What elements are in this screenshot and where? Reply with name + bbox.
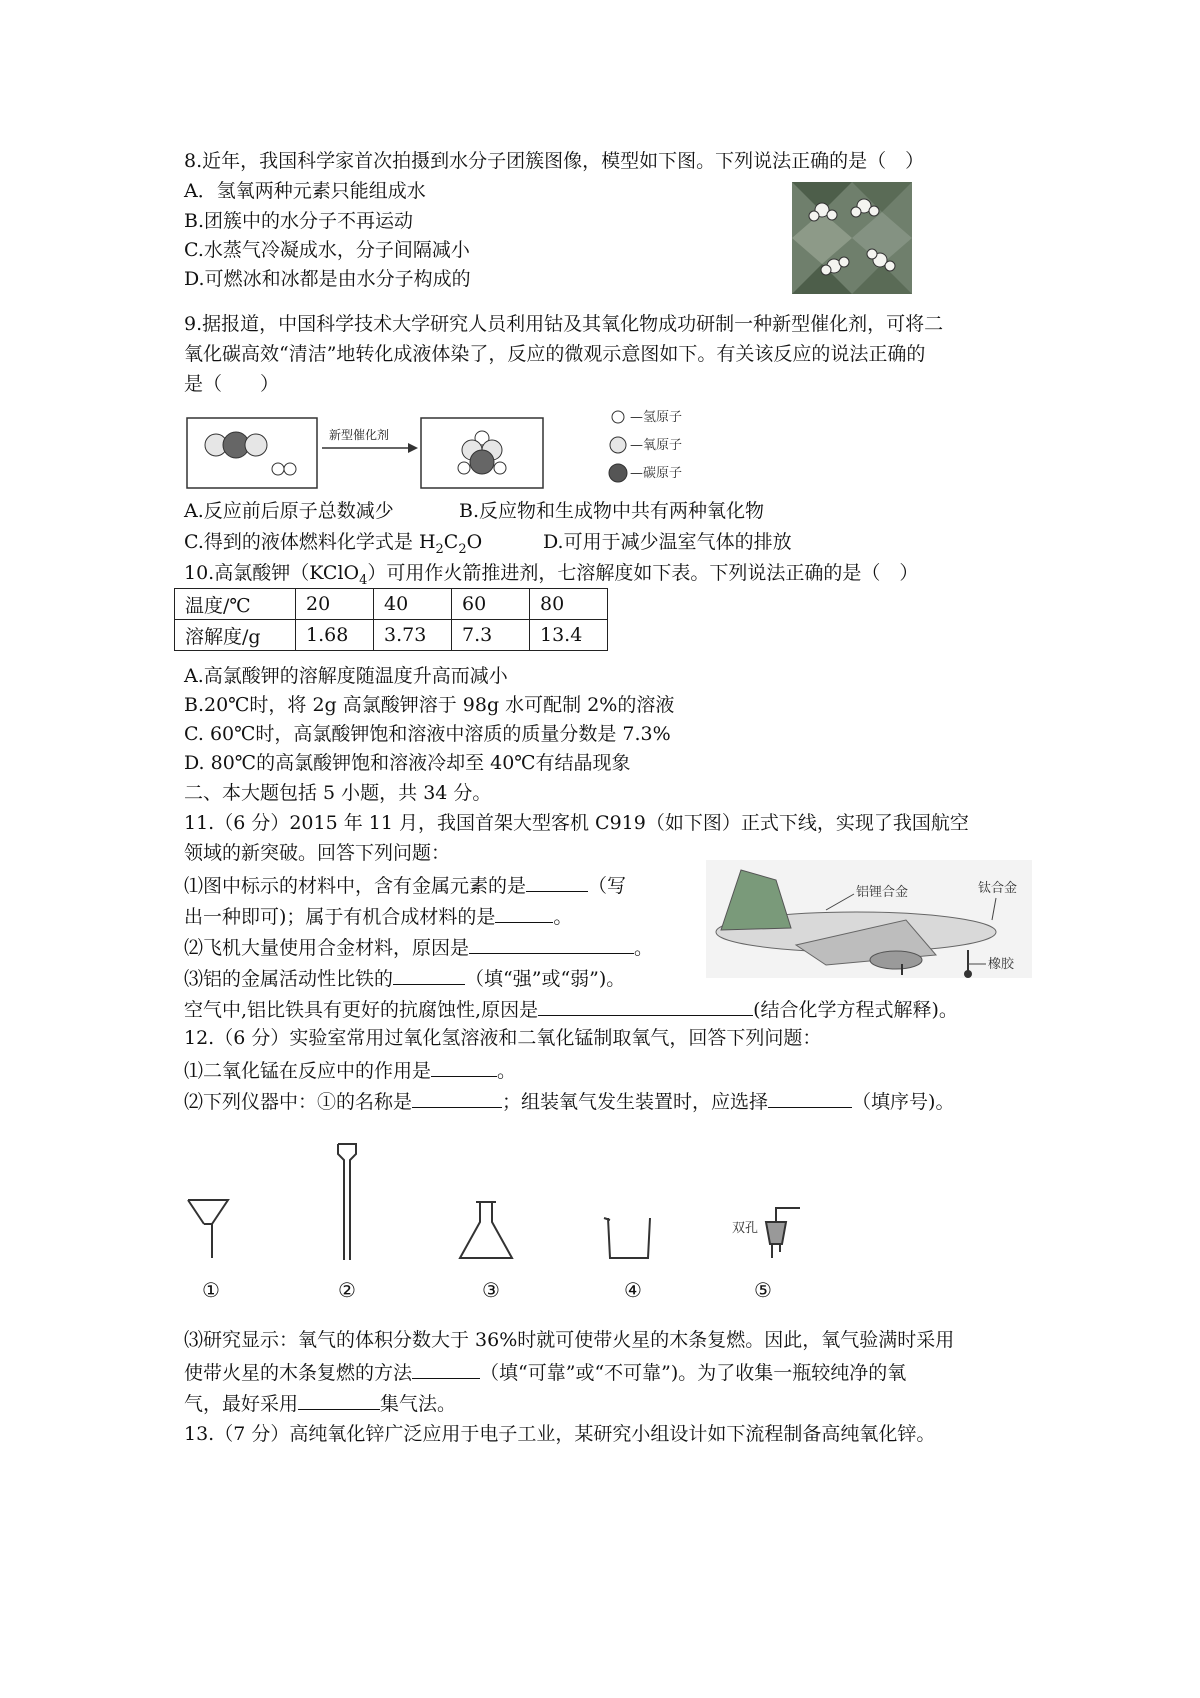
q9-stem-line3: 是（ ）: [184, 373, 280, 395]
q9-option-a: A.反应前后原子总数减少: [184, 500, 394, 522]
oxygen-atom-icon: [610, 437, 626, 453]
answer-blank: [431, 1056, 497, 1077]
carbon-atom-icon: [609, 464, 627, 482]
instrument-number-4: ④: [624, 1278, 642, 1302]
q12-line2: ⑴二氧化锰在反应中的作用是 。: [184, 1056, 516, 1084]
answer-blank: [538, 995, 753, 1016]
instrument-number-5: ⑤: [754, 1278, 772, 1302]
q9-stem-line2: 氧化碳高效“清洁”地转化成液体染了，反应的微观示意图如下。有关该反应的说法正确的: [184, 343, 926, 365]
funnel-icon: [188, 1200, 228, 1258]
conical-flask-icon: [460, 1202, 512, 1258]
lab-instruments-figure: [180, 1140, 820, 1270]
product-molecule: [458, 431, 506, 474]
engine: [870, 951, 922, 969]
q12-line1: 12.（6 分）实验室常用过氧化氢溶液和二氧化锰制取氧气，回答下列问题：: [184, 1027, 822, 1049]
q11-line4: 出一种即可)；属于有机合成材料的是 。: [184, 902, 572, 930]
q8-option-c: C.水蒸气冷凝成水，分子间隔减小: [184, 239, 470, 261]
h2-molecule: [272, 463, 296, 475]
atom-legend: [606, 404, 716, 484]
q8-stem: 8.近年，我国科学家首次拍摄到水分子团簇图像，模型如下图。下列说法正确的是（ ）: [184, 150, 925, 172]
answer-blank: [298, 1389, 380, 1410]
table-cell: 温度/℃: [175, 589, 296, 620]
q8-option-a: A．氢氧两种元素只能组成水: [184, 180, 426, 202]
solubility-table: [174, 588, 608, 651]
reaction-micro-diagram: [186, 412, 546, 492]
q12-line4: ⑶研究显示：氧气的体积分数大于 36%时就可使带火星的木条复燃。因此，氧气验满时采用: [184, 1329, 955, 1351]
table-cell: 3.73: [374, 620, 452, 651]
table-cell: 7.3: [452, 620, 530, 651]
q9-option-d: D.可用于减少温室气体的排放: [543, 531, 792, 553]
table-row: [175, 589, 608, 620]
q11-line5: ⑵飞机大量使用合金材料，原因是 。: [184, 933, 653, 961]
q10-stem: 10.高氯酸钾（KClO$_4$）可用作火箭推进剂，七溶解度如下表。下列说法正确的是（ ）: [184, 562, 919, 588]
instrument-number-1: ①: [202, 1278, 220, 1302]
table-cell: 溶解度/g: [175, 620, 296, 651]
answer-blank: [768, 1087, 852, 1108]
table-row: [175, 620, 608, 651]
q9-stem-line1: 9.据报道，中国科学技术大学研究人员利用钴及其氧化物成功研制一种新型催化剂，可将二: [184, 313, 944, 335]
legend-hydrogen: —氢原子: [630, 410, 683, 425]
q10-option-d: D. 80℃的高氯酸钾饱和溶液冷却至 40℃有结晶现象: [184, 752, 631, 774]
answer-blank: [393, 964, 465, 985]
two-hole-stopper-icon: [766, 1208, 800, 1258]
q11-line3: ⑴图中标示的材料中，含有金属元素的是 （写: [184, 871, 626, 899]
water-cluster-model-image: [792, 182, 912, 294]
table-cell: 60: [452, 589, 530, 620]
hydrogen-atom-icon: [612, 411, 624, 423]
label-titanium-alloy: 钛合金: [978, 881, 1018, 896]
q11-line1: 11.（6 分）2015 年 11 月，我国首架大型客机 C919（如下图）正式下线，实现了我国航空: [184, 812, 969, 834]
q11-line7: 空气中,铝比铁具有更好的抗腐蚀性,原因是 (结合化学方程式解释)。: [184, 995, 958, 1023]
beaker-icon: [604, 1218, 650, 1258]
q13-line1: 13.（7 分）高纯氧化锌广泛应用于电子工业，某研究小组设计如下流程制备高纯氧化锌。: [184, 1423, 936, 1445]
stopper-label: 双孔: [732, 1221, 759, 1236]
q10-option-b: B.20℃时，将 2g 高氯酸钾溶于 98g 水可配制 2%的溶液: [184, 694, 675, 716]
table-cell: 80: [530, 589, 608, 620]
q10-option-c: C. 60℃时，高氯酸钾饱和溶液中溶质的质量分数是 7.3%: [184, 723, 671, 745]
label-rubber: 橡胶: [988, 957, 1015, 972]
table-cell: 13.4: [530, 620, 608, 651]
q9-option-b: B.反应物和生成物中共有两种氧化物: [459, 500, 765, 522]
answer-blank: [412, 1087, 502, 1108]
q12-line5: 使带火星的木条复燃的方法 （填“可靠”或“不可靠”)。为了收集一瓶较纯净的氧: [184, 1358, 906, 1386]
table-cell: 40: [374, 589, 452, 620]
table-cell: 20: [296, 589, 374, 620]
q8-option-d: D.可燃冰和冰都是由水分子构成的: [184, 268, 471, 290]
q12-line3: ⑵下列仪器中：①的名称是 ；组装氧气发生装置时，应选择 （填序号)。: [184, 1087, 954, 1115]
c919-airplane-image: [706, 860, 1032, 978]
answer-blank: [495, 902, 553, 923]
co2-molecule: [205, 432, 267, 458]
legend-carbon: —碳原子: [630, 466, 683, 481]
section-2-heading: 二、本大题包括 5 小题，共 34 分。: [184, 782, 492, 804]
q11-line6: ⑶铝的金属活动性比铁的 （填“强”或“弱”)。: [184, 964, 625, 992]
answer-blank: [526, 871, 588, 892]
instrument-number-3: ③: [482, 1278, 500, 1302]
q9-option-c: C.得到的液体燃料化学式是 $H_2C_2O$: [184, 531, 483, 557]
legend-oxygen: —氧原子: [630, 438, 683, 453]
label-al-li-alloy: 铝锂合金: [856, 885, 909, 900]
q12-line6: 气，最好采用 集气法。: [184, 1389, 456, 1417]
answer-blank: [469, 933, 634, 954]
answer-blank: [412, 1358, 480, 1379]
catalyst-label: 新型催化剂: [329, 428, 390, 442]
q8-option-b: B.团簇中的水分子不再运动: [184, 210, 414, 232]
instrument-number-2: ②: [338, 1278, 356, 1302]
q11-line2: 领域的新突破。回答下列问题：: [184, 842, 451, 864]
table-cell: 1.68: [296, 620, 374, 651]
tongs-icon: [338, 1144, 356, 1260]
q10-option-a: A.高氯酸钾的溶解度随温度升高而减小: [184, 665, 508, 687]
